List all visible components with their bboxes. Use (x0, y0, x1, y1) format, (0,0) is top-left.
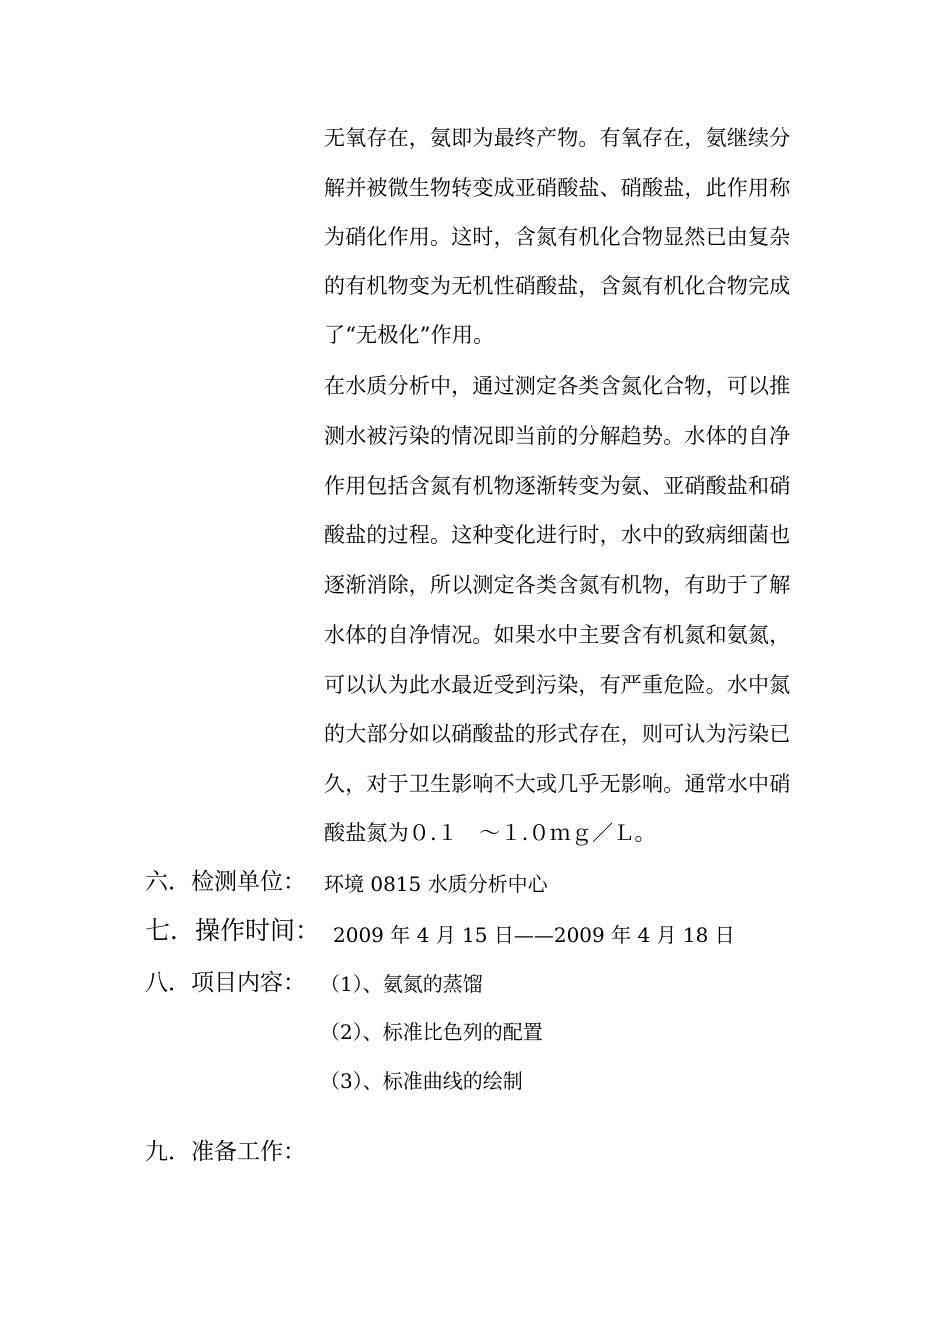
paragraph-line: 逐渐消除，所以测定各类含氮有机物，有助于了解 (324, 573, 791, 597)
paragraph-line: 作用包括含氮有机物逐渐转变为氨、亚硝酸盐和硝 (324, 474, 791, 498)
paragraph-line: 酸盐的过程。这种变化进行时，水中的致病细菌也 (324, 523, 791, 547)
section-time-label: 七．操作时间： (145, 916, 321, 945)
section-content-label: 八．项目内容： (145, 970, 306, 996)
section-unit-label: 六．检测单位： (145, 869, 306, 895)
paragraph-line: 的大部分如以硝酸盐的形式存在，则可认为污染已 (324, 722, 791, 746)
paragraph-line: 水体的自净情况。如果水中主要含有机氮和氨氮， (324, 623, 791, 647)
content-item: （1）、氨氮的蒸馏 (320, 972, 483, 996)
paragraph-line: 测水被污染的情况即当前的分解趋势。水体的自净 (324, 424, 791, 448)
paragraph-line: 久，对于卫生影响不大或几乎无影响。通常水中硝 (324, 772, 791, 796)
section-unit-value: 环境 0815 水质分析中心 (324, 872, 548, 896)
content-item: （3）、标准曲线的绘制 (320, 1069, 523, 1093)
section-prep-label: 九．准备工作： (145, 1139, 306, 1165)
paragraph-line: 可以认为此水最近受到污染，有严重危险。水中氮 (324, 673, 791, 697)
paragraph-line: 在水质分析中，通过测定各类含氮化合物，可以推 (324, 374, 791, 398)
paragraph-line: 解并被微生物转变成亚硝酸盐、硝酸盐，此作用称 (324, 176, 791, 200)
paragraph-line: 无氧存在，氨即为最终产物。有氧存在，氨继续分 (324, 126, 791, 150)
paragraph-line: 为硝化作用。这时，含氮有机化合物显然已由复杂 (324, 225, 791, 249)
section-time-value: 2009 年 4 月 15 日——2009 年 4 月 18 日 (333, 923, 735, 947)
paragraph-line: 了“无极化”作用。 (324, 323, 495, 347)
paragraph-line: 的有机物变为无机性硝酸盐，含氮有机化合物完成 (324, 274, 791, 298)
paragraph-line: 酸盐氮为０.１ ～１.０ｍｇ／Ｌ。 (324, 821, 656, 845)
content-item: （2）、标准比色列的配置 (320, 1020, 543, 1044)
